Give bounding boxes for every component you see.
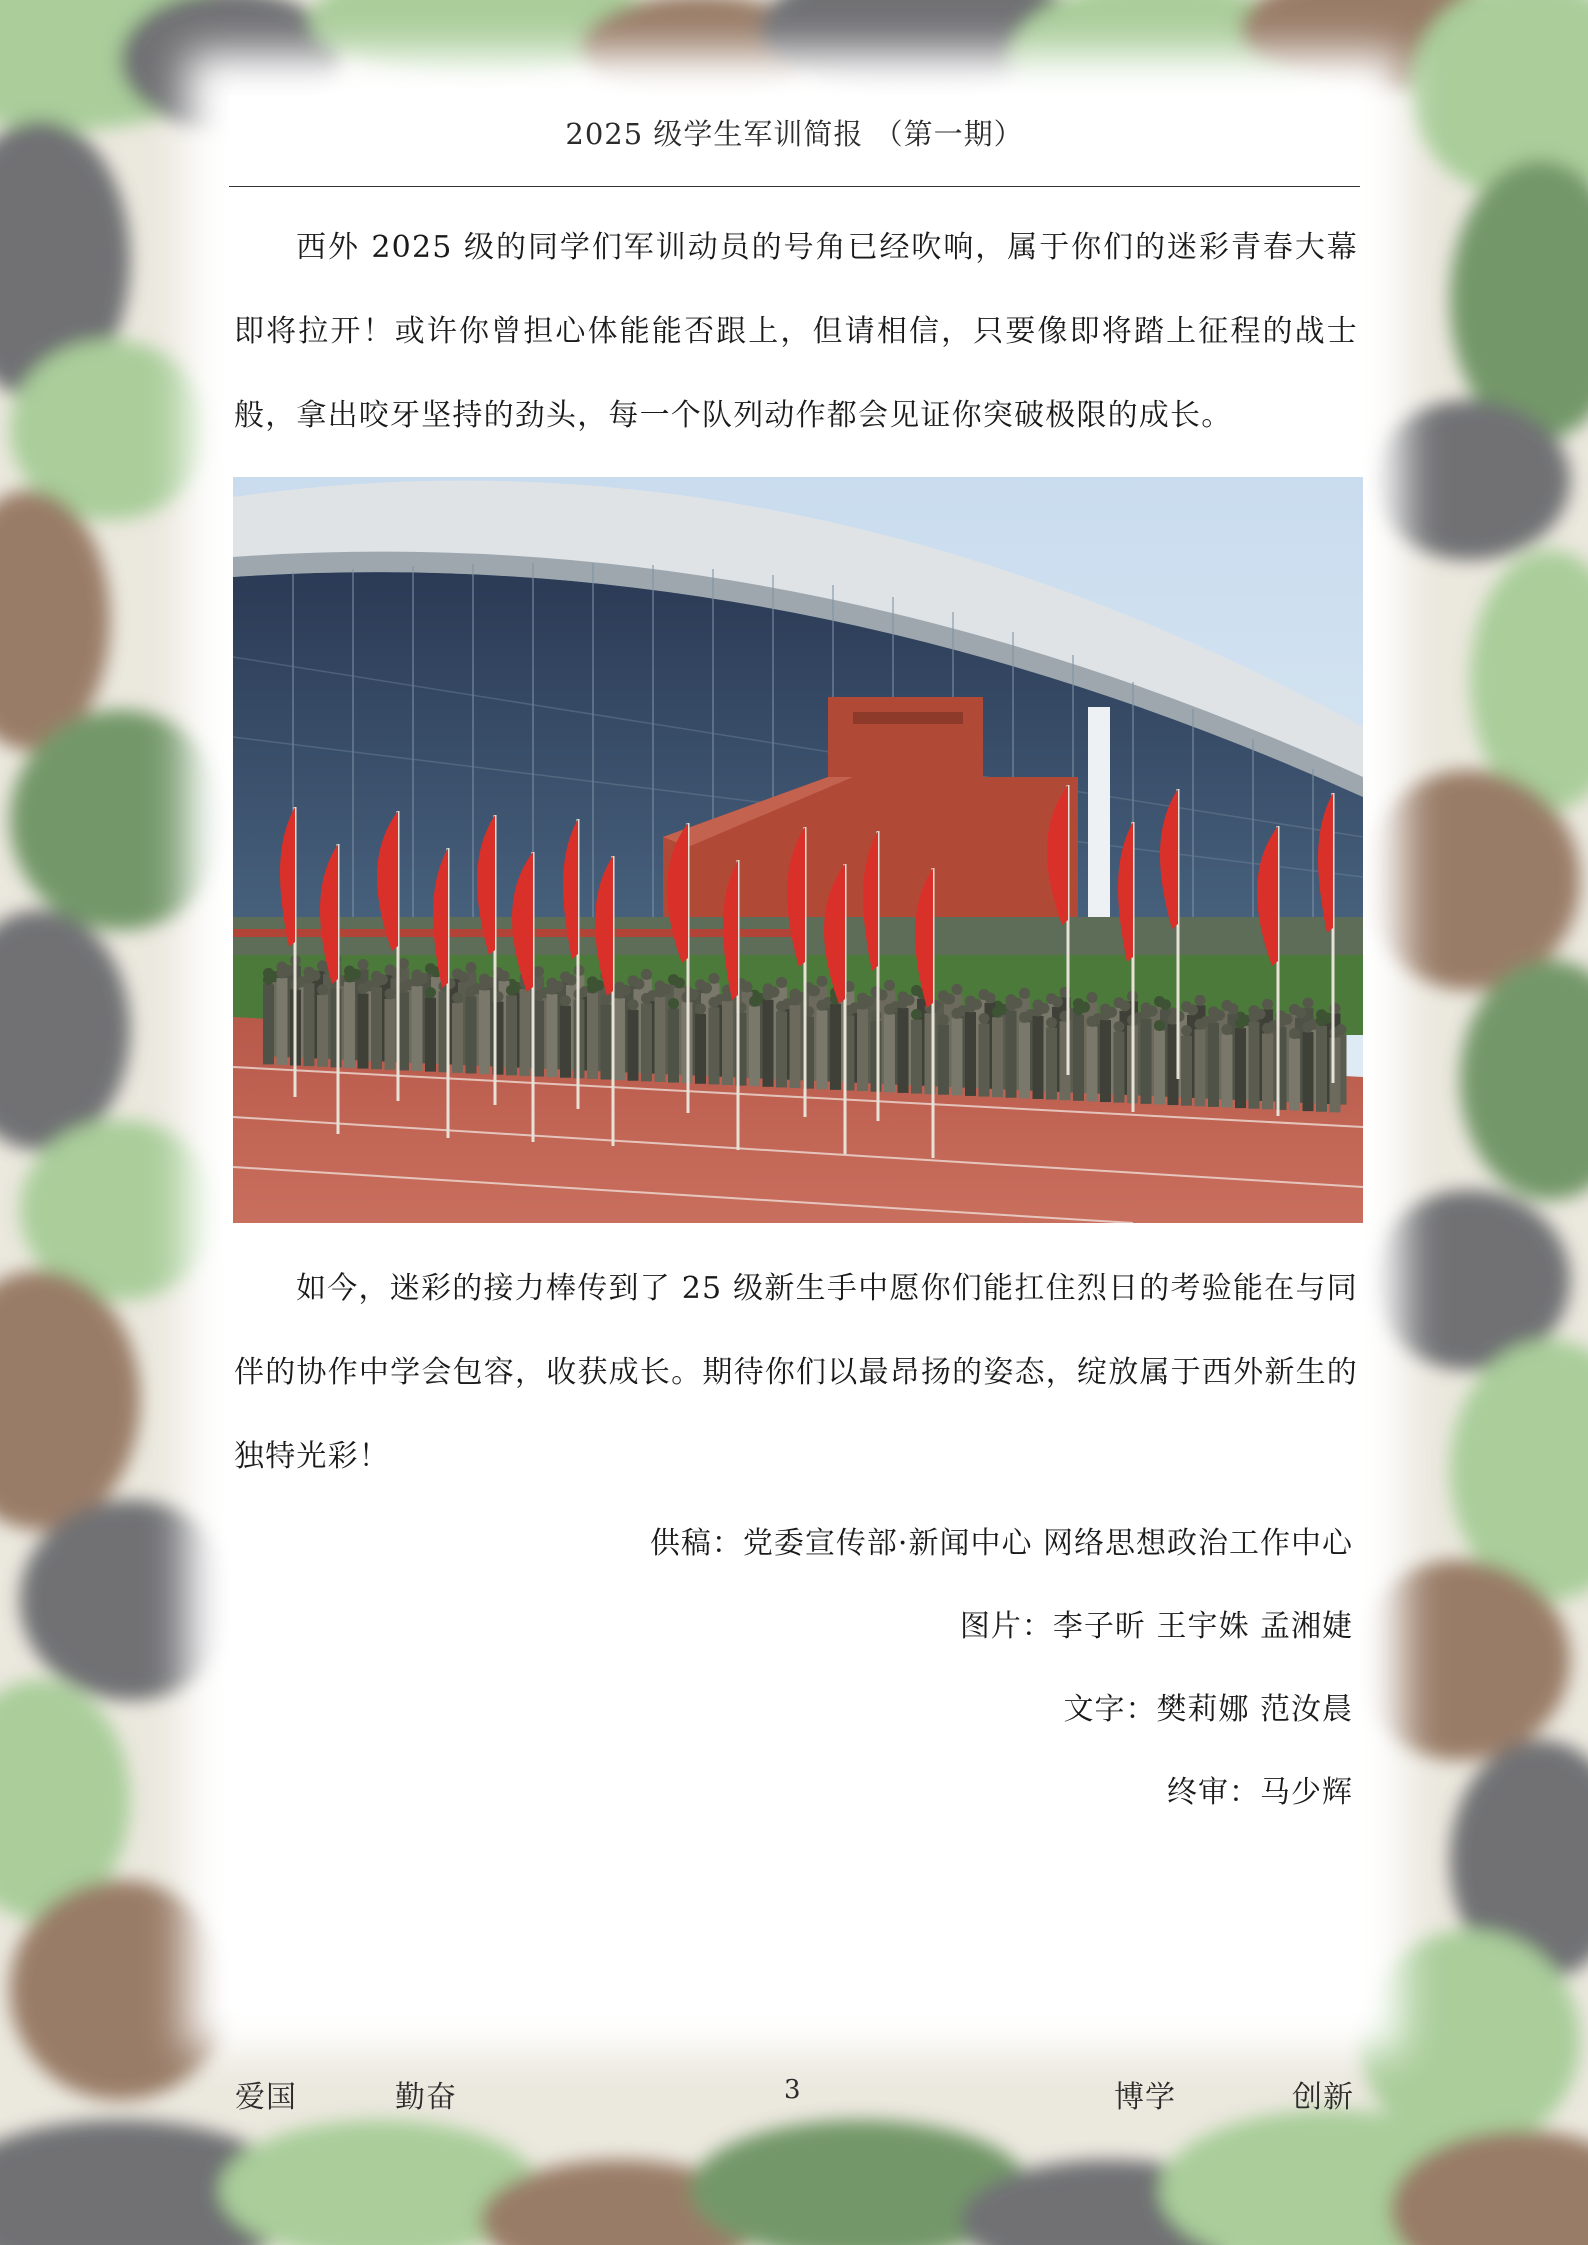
trainee-cap (641, 993, 652, 1004)
trainee-cap (1330, 1003, 1341, 1014)
trainee-cap (1073, 1004, 1084, 1015)
trainee-figure (425, 998, 436, 1072)
trainee-figure (1289, 1039, 1300, 1111)
trainee-cap (979, 1013, 990, 1024)
trainee-figure (938, 1025, 949, 1095)
trainee-figure (1087, 1026, 1098, 1101)
trainee-figure (1222, 1034, 1233, 1107)
trainee-figure (871, 1021, 882, 1092)
trainee-cap (965, 1001, 976, 1012)
trainee-cap (1154, 1020, 1165, 1031)
trainee-cap (1087, 1016, 1098, 1027)
trainee-cap (1141, 1008, 1152, 1019)
trainee-cap (304, 973, 315, 984)
trainee-figure (1114, 1032, 1125, 1103)
trainee-cap (952, 984, 963, 995)
trainee-cap (466, 962, 477, 973)
trainee-cap (1222, 1024, 1233, 1035)
credit-source: 供稿：党委宣传部·新闻中心 网络思想政治工作中心 (649, 1526, 1353, 1561)
trainee-cap (911, 1009, 922, 1020)
trainee-figure (1249, 1022, 1260, 1109)
trainee-figure (722, 1001, 733, 1085)
trainee-cap (344, 971, 355, 982)
trainee-cap (358, 959, 369, 970)
trainee-cap (385, 988, 396, 999)
trainee-cap (1195, 1019, 1206, 1030)
trainee-cap (566, 974, 577, 985)
trainee-figure (1316, 1026, 1327, 1112)
trainee-cap (742, 981, 753, 992)
footer-motto-4: 创新 (1292, 2080, 1354, 2115)
trainee-figure (952, 1018, 963, 1095)
trainee-figure (655, 997, 666, 1082)
trainee-cap (1262, 1023, 1273, 1034)
trainee-cap (898, 997, 909, 1008)
trainee-figure (979, 1024, 990, 1097)
trainee-cap (809, 985, 820, 996)
trainee-cap (391, 968, 402, 979)
trainee-figure (560, 1006, 571, 1078)
trainee-cap (1316, 1015, 1327, 1026)
trainee-cap (776, 977, 787, 988)
trainee-figure (277, 978, 288, 1065)
trainee-cap (533, 966, 544, 977)
trainee-figure (1208, 1023, 1219, 1107)
trainee-figure (452, 1003, 463, 1073)
trainee-figure (547, 994, 558, 1077)
trainee-cap (506, 985, 517, 996)
trainee-figure (898, 1008, 909, 1093)
footer-motto-3: 博学 (1114, 2080, 1176, 2115)
trainee-figure (1073, 1015, 1084, 1101)
page-number: 3 (784, 2075, 802, 2105)
trainee-cap (398, 958, 409, 969)
trainee-figure (749, 1006, 760, 1086)
trainee-figure (776, 1011, 787, 1087)
trainee-cap (1228, 1003, 1239, 1014)
trainee-cap (1235, 1018, 1246, 1029)
trainee-cap (587, 982, 598, 993)
credit-photos: 图片：李子昕 王宇姝 孟湘婕 (959, 1609, 1353, 1644)
trainee-figure (1006, 1011, 1017, 1098)
trainee-cap (1262, 999, 1273, 1010)
trainee-figure (263, 984, 274, 1064)
trainee-cap (695, 1003, 706, 1014)
trainee-figure (763, 1000, 774, 1087)
trainee-cap (1052, 996, 1063, 1007)
trainee-figure (1100, 1020, 1111, 1102)
trainee-cap (952, 1008, 963, 1019)
trainee-cap (1033, 1005, 1044, 1016)
credit-final-review: 终审：马少辉 (1167, 1775, 1353, 1810)
trainee-figure (601, 1005, 612, 1080)
trainee-cap (317, 984, 328, 995)
trainee-cap (1120, 1000, 1131, 1011)
trainee-figure (479, 990, 490, 1074)
body-paragraph-1: 西外 2025 级的同学们军训动员的号角已经吹响，属于你们的迷彩青春大幕即将拉开！或许你曾担心体能能否跟上，但请相信，只要像即将踏上征程的战士般，拿出咬牙坚持的劲头，每一个队列动作都会见证你突破极限的成长。 (234, 230, 1358, 433)
trainee-figure (628, 1010, 639, 1081)
trainee-cap (547, 984, 558, 995)
trainee-cap (412, 976, 423, 987)
trainee-cap (1249, 1011, 1260, 1022)
trainee-figure (790, 1005, 801, 1088)
trainee-cap (560, 995, 571, 1006)
trainee-cap (1303, 998, 1314, 1009)
credit-text: 文字：樊莉娜 范汝晨 (1063, 1692, 1353, 1727)
trainee-cap (1208, 1012, 1219, 1023)
trainee-cap (1160, 999, 1171, 1010)
trainee-figure (830, 1004, 841, 1090)
trainee-cap (1019, 1012, 1030, 1023)
trainee-cap (452, 992, 463, 1003)
trainee-cap (776, 1001, 787, 1012)
trainee-cap (985, 992, 996, 1003)
trainee-cap (458, 972, 469, 983)
trainee-cap (634, 979, 645, 990)
trainee-figure (614, 998, 625, 1080)
trainee-figure (344, 982, 355, 1068)
trainee-figure (1303, 1032, 1314, 1111)
trainee-cap (655, 986, 666, 997)
trainee-cap (358, 983, 369, 994)
trainee-cap (425, 987, 436, 998)
trainee-figure (1235, 1028, 1246, 1108)
trainee-cap (817, 1000, 828, 1011)
trainee-cap (479, 980, 490, 991)
trainee-figure (992, 1017, 1003, 1097)
trainee-cap (1087, 992, 1098, 1003)
trainee-figure (371, 987, 382, 1069)
trainee-figure (695, 1014, 706, 1084)
trainee-cap (1006, 1000, 1017, 1011)
trainee-figure (1154, 1030, 1165, 1104)
trainee-figure (817, 1010, 828, 1089)
trainee-cap (371, 977, 382, 988)
trainee-figure (1181, 1036, 1192, 1106)
trainee-cap (1330, 1027, 1341, 1038)
trainee-figure (1330, 1037, 1341, 1112)
trainee-cap (533, 990, 544, 1001)
trainee-cap (749, 996, 760, 1007)
trainee-figure (304, 983, 315, 1066)
trainee-cap (884, 1004, 895, 1015)
trainee-figure (385, 999, 396, 1070)
trainee-figure (1141, 1019, 1152, 1104)
military-training-photo (233, 477, 1363, 1223)
trainee-figure (506, 995, 517, 1075)
trainee-cap (992, 1007, 1003, 1018)
trainee-cap (674, 977, 685, 988)
trainee-cap (398, 982, 409, 993)
trainee-cap (1100, 1010, 1111, 1021)
trainee-cap (466, 986, 477, 997)
trainee-cap (884, 980, 895, 991)
trainee-cap (601, 994, 612, 1005)
trainee-cap (1187, 1004, 1198, 1015)
trainee-cap (1303, 1022, 1314, 1033)
trainee-cap (1181, 1025, 1192, 1036)
trainee-cap (763, 989, 774, 1000)
trainee-cap (641, 969, 652, 980)
trainee-figure (1046, 1028, 1057, 1100)
trainee-figure (641, 1003, 652, 1081)
trainee-cap (277, 967, 288, 978)
trainee-figure (520, 989, 531, 1076)
trainee-figure (587, 993, 598, 1079)
trainee-figure (1019, 1022, 1030, 1098)
trainee-cap (1114, 1021, 1125, 1032)
page-header-title: 2025 级学生军训简报 （第一期） (565, 117, 1024, 151)
trainee-figure (911, 1020, 922, 1094)
trainee-figure (533, 1001, 544, 1077)
trainee-cap (709, 973, 720, 984)
trainee-figure (317, 995, 328, 1067)
trainee-cap (1195, 995, 1206, 1006)
body-paragraph-2: 如今，迷彩的接力棒传到了 25 级新生手中愿你们能扛住烈日的考验能在与同伴的协作中学会包容，收获成长。期待你们以最昂扬的姿态，绽放属于西外新生的独特光彩！ (234, 1271, 1358, 1474)
header-divider (229, 186, 1360, 187)
trainee-figure (398, 992, 409, 1070)
trainee-cap (790, 995, 801, 1006)
trainee-cap (614, 988, 625, 999)
trainee-cap (709, 997, 720, 1008)
trainee-cap (944, 993, 955, 1004)
trainee-figure (668, 1009, 679, 1083)
trainee-figure (884, 1014, 895, 1092)
trainee-cap (1295, 1007, 1306, 1018)
trainee-cap (1019, 988, 1030, 999)
trainee-figure (1033, 1016, 1044, 1099)
trainee-figure (1195, 1029, 1206, 1106)
trainee-figure (1262, 1033, 1273, 1109)
trainee-cap (263, 974, 274, 985)
trainee-cap (668, 998, 679, 1009)
trainee-cap (938, 1014, 949, 1025)
trainee-cap (857, 999, 868, 1010)
trainee-cap (628, 999, 639, 1010)
trainee-cap (817, 976, 828, 987)
trainee-cap (1289, 1028, 1300, 1039)
trainee-cap (871, 1010, 882, 1021)
trainee-figure (412, 986, 423, 1071)
trainee-figure (709, 1007, 720, 1084)
trainee-figure (466, 996, 477, 1073)
trainee-figure (358, 994, 369, 1069)
trainee-cap (499, 970, 510, 981)
trainee-cap (701, 983, 712, 994)
trainee-figure (857, 1009, 868, 1091)
footer-motto-1: 爱国 (235, 2080, 297, 2115)
trainee-figure (965, 1012, 976, 1096)
trainee-cap (1046, 1017, 1057, 1028)
footer-motto-2: 勤奋 (395, 2080, 457, 2115)
trainee-figure (331, 988, 342, 1067)
